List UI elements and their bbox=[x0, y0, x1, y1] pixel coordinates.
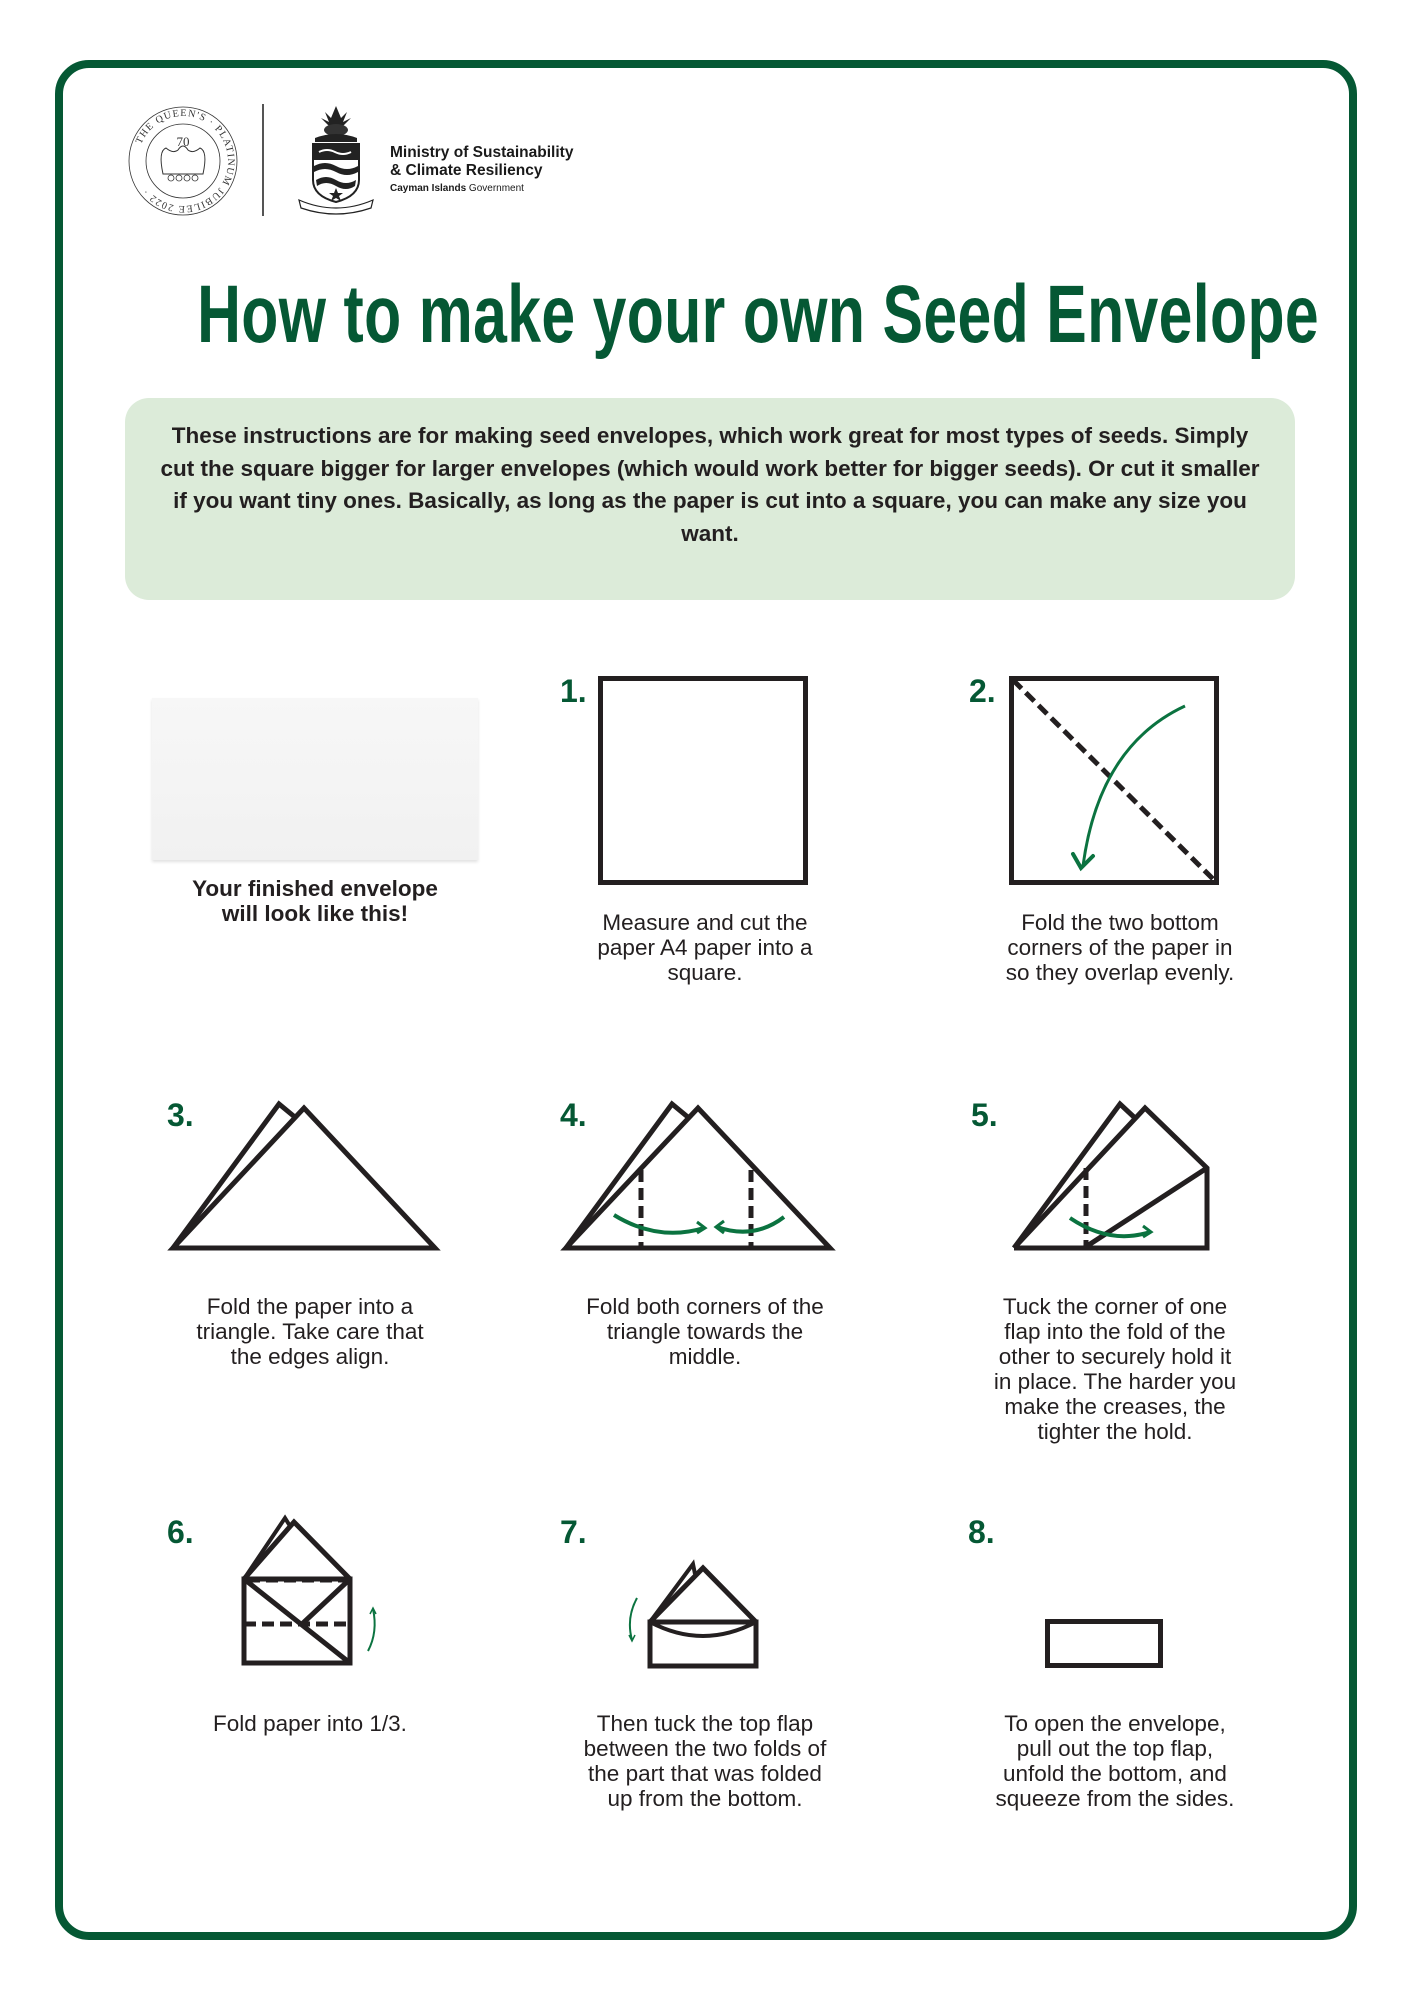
step-2-line-3: so they overlap evenly. bbox=[1005, 960, 1235, 985]
platinum-jubilee-seal-logo bbox=[128, 106, 238, 216]
seal-number: 70 bbox=[176, 134, 190, 149]
government-name-bold: Cayman Islands bbox=[390, 183, 467, 194]
step-1-number: 1. bbox=[560, 673, 587, 709]
step-1-line-3: square. bbox=[667, 960, 743, 985]
step-2-caption bbox=[950, 910, 1290, 985]
step-8-line-3: unfold the bottom, and bbox=[1003, 1761, 1227, 1786]
step-8-line-1: To open the envelope, bbox=[1004, 1711, 1226, 1736]
step-2-diagonal-fold-diagram bbox=[1009, 676, 1219, 886]
step-3-number: 3. bbox=[167, 1097, 194, 1133]
step-5-line-6: tighter the hold. bbox=[1037, 1419, 1193, 1444]
step-4-corner-fold-diagram bbox=[558, 1100, 838, 1260]
step-1-line-2: paper A4 paper into a bbox=[597, 935, 813, 960]
finished-envelope-caption bbox=[155, 876, 475, 926]
government-name bbox=[390, 182, 573, 196]
step-6-thirds-fold-diagram bbox=[240, 1514, 390, 1674]
step-7-caption bbox=[540, 1711, 870, 1811]
page-title: How to make your own Seed Envelope bbox=[197, 269, 1320, 360]
step-4-line-3: middle. bbox=[668, 1344, 742, 1369]
step-8-line-2: pull out the top flap, bbox=[1016, 1736, 1214, 1761]
step-6-line-1: Fold paper into 1/3. bbox=[213, 1711, 407, 1736]
step-2-number: 2. bbox=[969, 673, 996, 709]
step-3-caption bbox=[150, 1294, 470, 1369]
intro-box bbox=[125, 398, 1295, 600]
intro-text: These instructions are for making seed envelopes, which work great for most types of seeds. Simply cut the square bigger for larger envelopes (which would work better for bigger seeds). Or cut it smaller if you want tiny ones. Basically, as long as the paper is cut into a square, you can make any size you want. bbox=[160, 423, 1260, 546]
step-5-line-2: flap into the fold of the bbox=[1004, 1319, 1226, 1344]
ministry-line-1: Ministry of Sustainability bbox=[390, 144, 574, 161]
step-3-line-3: the edges align. bbox=[230, 1344, 390, 1369]
step-5-line-3: other to securely hold it bbox=[998, 1344, 1232, 1369]
step-8-closed-envelope-diagram bbox=[1045, 1619, 1165, 1671]
step-5-line-4: in place. The harder you bbox=[993, 1369, 1237, 1394]
step-2-line-1: Fold the two bottom bbox=[1021, 910, 1219, 935]
svg-text:THE QUEEN'S · PLATINUM JUBILEE: THE QUEEN'S · PLATINUM JUBILEE 2022 · bbox=[133, 107, 237, 215]
step-4-number: 4. bbox=[560, 1097, 587, 1133]
step-2-line-2: corners of the paper in bbox=[1007, 935, 1233, 960]
step-8-caption bbox=[950, 1711, 1280, 1811]
step-3-triangle-diagram bbox=[165, 1100, 445, 1260]
step-7-line-1: Then tuck the top flap bbox=[596, 1711, 814, 1736]
step-5-caption bbox=[950, 1294, 1280, 1444]
page-title-wrap bbox=[0, 268, 1414, 362]
step-7-line-4: up from the bottom. bbox=[607, 1786, 803, 1811]
header-divider bbox=[262, 104, 264, 216]
finished-envelope-photo bbox=[152, 698, 478, 860]
step-5-line-1: Tuck the corner of one bbox=[1002, 1294, 1228, 1319]
step-4-line-2: triangle towards the bbox=[606, 1319, 804, 1344]
step-5-number: 5. bbox=[971, 1097, 998, 1133]
ministry-name bbox=[390, 144, 573, 196]
ministry-line-2: & Climate Resiliency bbox=[390, 162, 543, 179]
finished-caption-line-2: will look like this! bbox=[221, 901, 409, 926]
step-5-tuck-diagram bbox=[1010, 1100, 1210, 1260]
step-5-line-5: make the creases, the bbox=[1004, 1394, 1226, 1419]
step-4-line-1: Fold both corners of the bbox=[586, 1294, 824, 1319]
finished-caption-line-1: Your finished envelope bbox=[192, 876, 438, 901]
step-1-square-diagram bbox=[598, 676, 808, 886]
step-4-caption bbox=[540, 1294, 870, 1369]
step-8-line-4: squeeze from the sides. bbox=[995, 1786, 1235, 1811]
step-1-line-1: Measure and cut the bbox=[602, 910, 808, 935]
cayman-coat-of-arms-logo bbox=[293, 104, 379, 216]
government-name-regular: Government bbox=[466, 183, 524, 194]
step-1-caption bbox=[535, 910, 875, 985]
step-7-tuck-flap-diagram bbox=[620, 1560, 770, 1670]
step-7-line-3: the part that was folded bbox=[588, 1761, 822, 1786]
step-6-caption bbox=[150, 1711, 470, 1736]
step-7-number: 7. bbox=[560, 1514, 587, 1550]
step-7-line-2: between the two folds of bbox=[583, 1736, 827, 1761]
step-8-number: 8. bbox=[968, 1514, 995, 1550]
step-3-line-1: Fold the paper into a bbox=[206, 1294, 414, 1319]
step-6-number: 6. bbox=[167, 1514, 194, 1550]
step-3-line-2: triangle. Take care that bbox=[196, 1319, 424, 1344]
